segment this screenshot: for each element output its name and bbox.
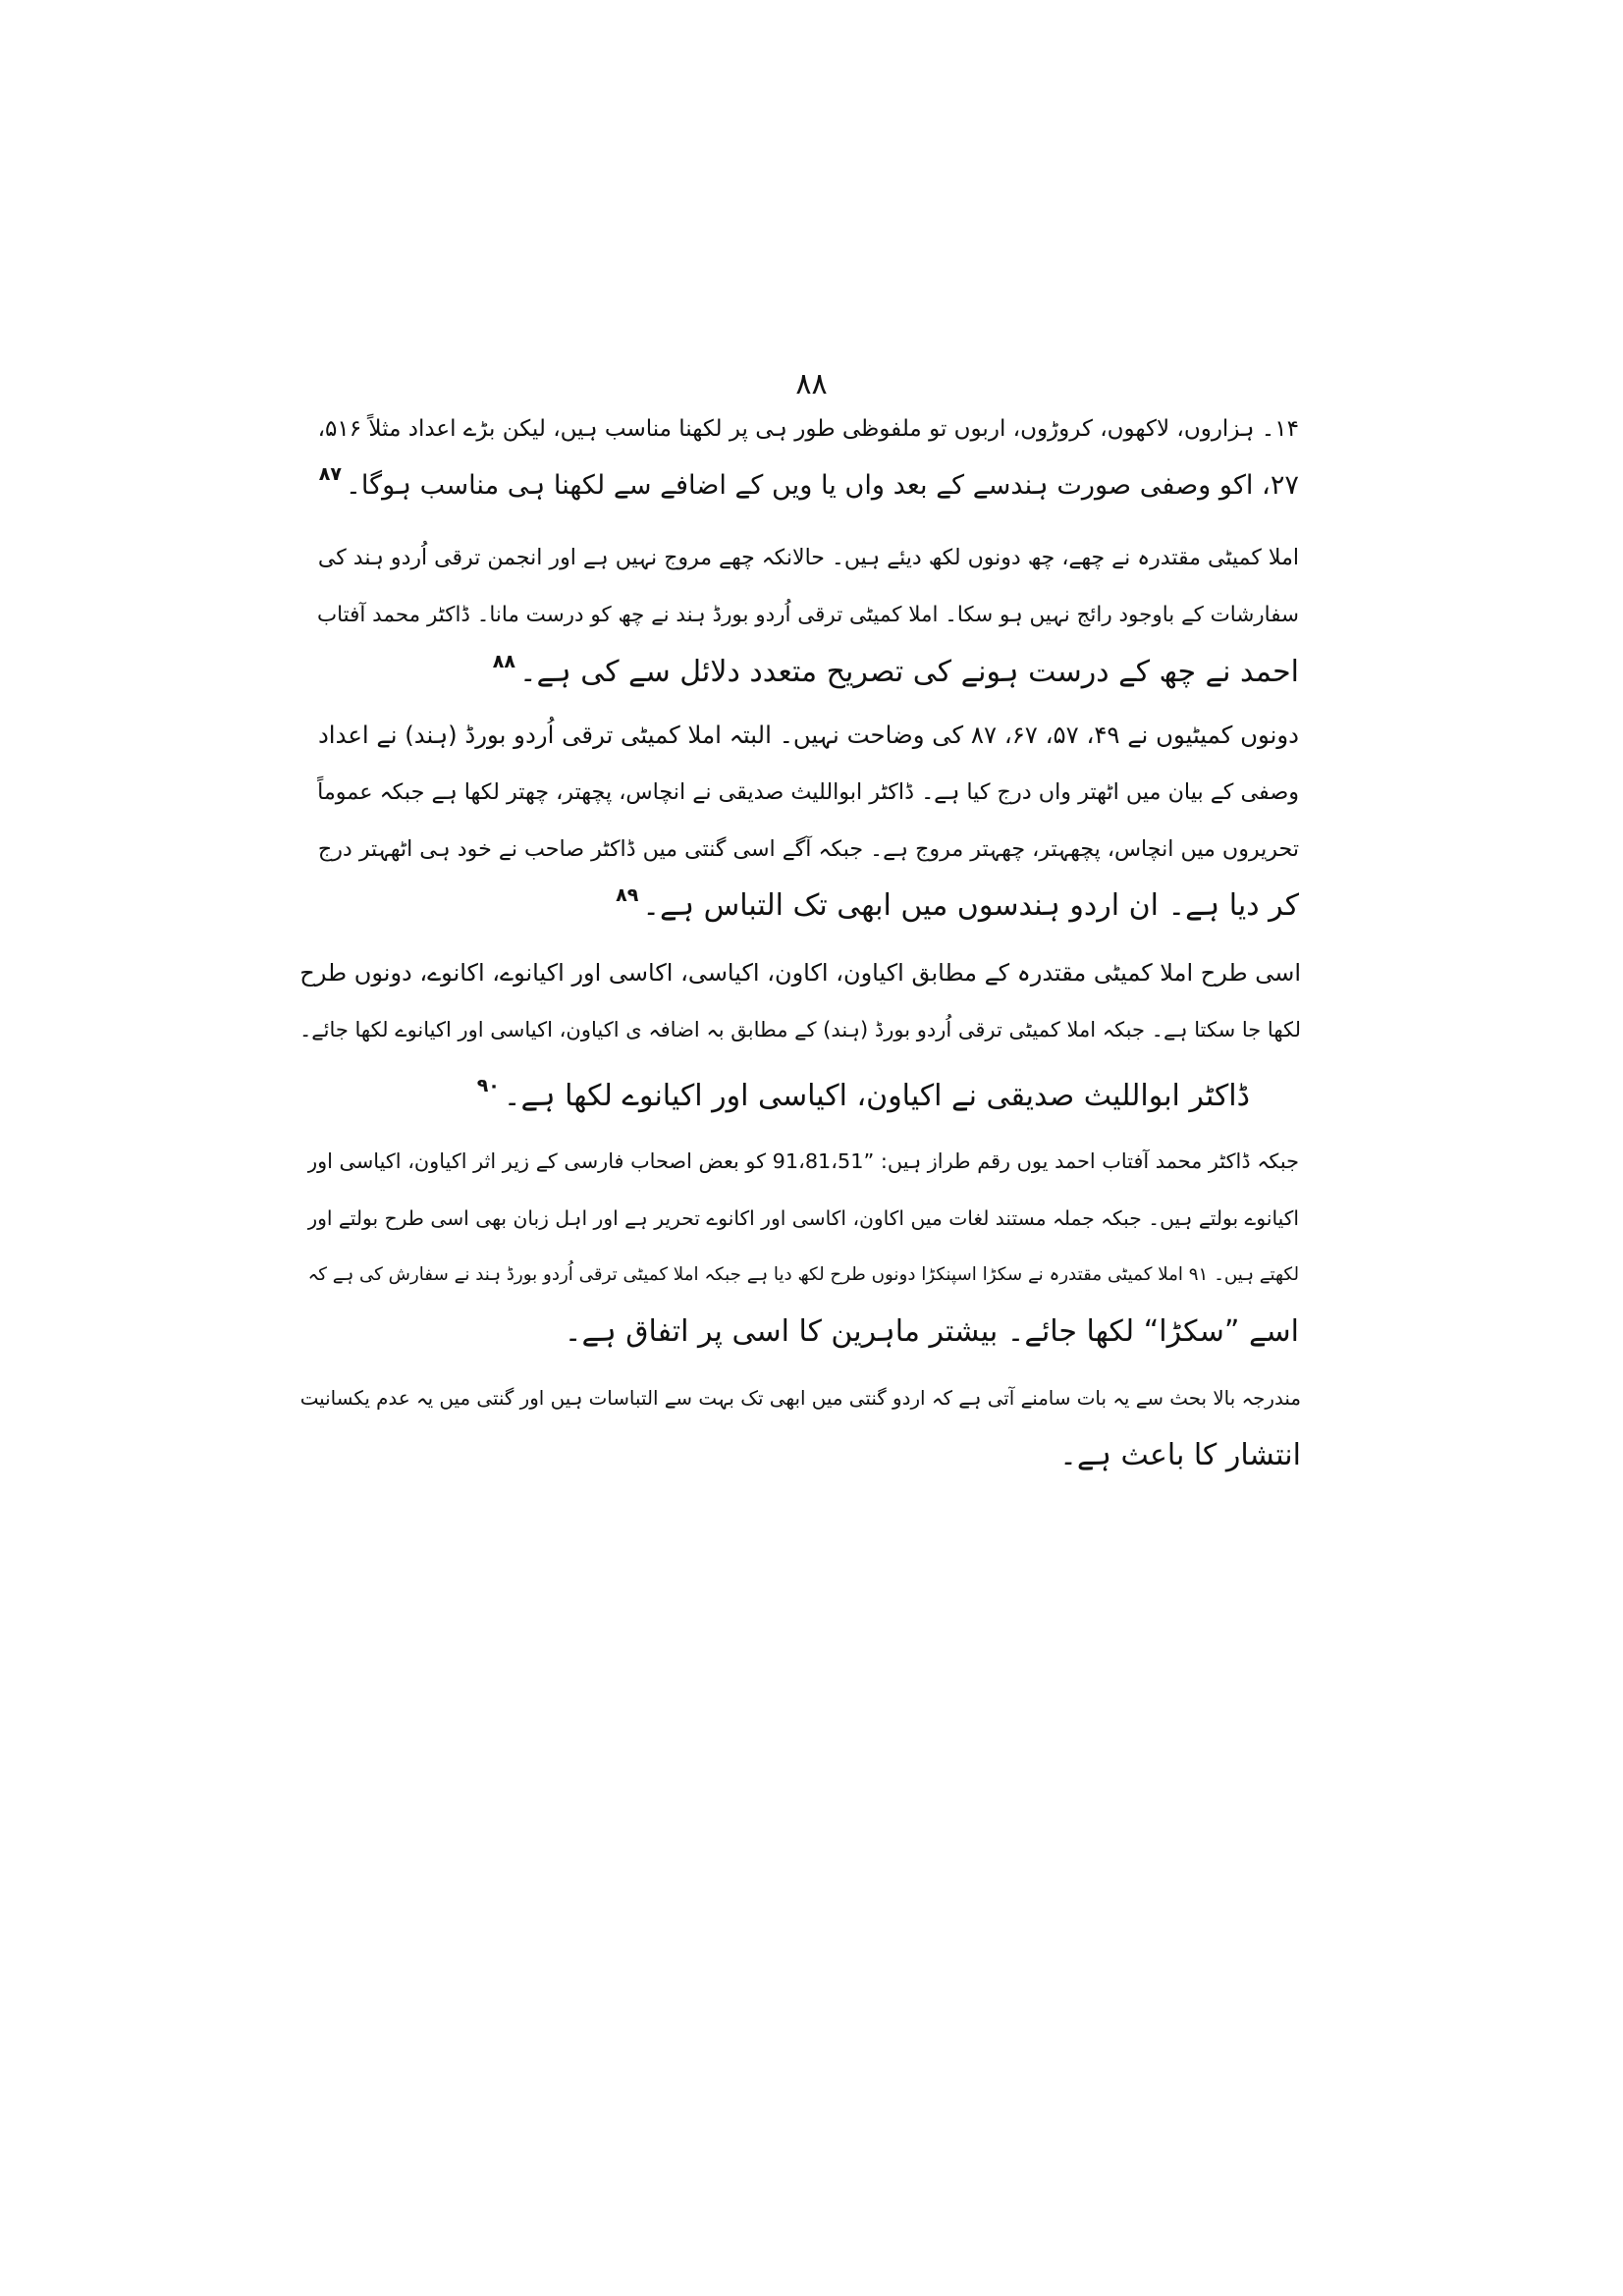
footnote-ref: ۹۰ [476, 1075, 500, 1096]
page-number: ۸۸ [795, 367, 828, 401]
paragraph-7 [299, 1370, 1301, 1484]
text-line: اسے ”سکڑا“ لکھا جائے۔ بیشتر ماہرین کا اسی پر اتفاق ہے۔ [564, 1314, 1299, 1349]
paragraph-1 [317, 400, 1299, 514]
text-line: املا کمیٹی مقتدرہ نے چھے، چھ دونوں لکھ دیئے ہیں۔ حالانکہ چھے مروج نہیں ہے اور انجمن ترقی اُردو ہند کی [317, 546, 1299, 570]
paragraph-4 [299, 944, 1301, 1058]
text-line: مندرجہ بالا بحث سے یہ بات سامنے آتی ہے کہ اردو گنتی میں ابھی تک بہت سے التباسات ہیں اور گنتی میں یہ عدم یکسانیت [299, 1387, 1301, 1410]
text-line: وصفی کے بیان میں اٹھتر واں درج کیا ہے۔ ڈاکٹر ابواللیث صدیقی نے انچاس، پچھتر، چھتر لکھا ہے جبکہ عموماً [317, 779, 1299, 805]
text-line: لکھا جا سکتا ہے۔ جبکہ املا کمیٹی ترقی اُردو بورڈ (ہند) کے مطابق بہ اضافہ ی اکیاون، اکیاسی اور اکیانوے لکھا جائے۔ [299, 1018, 1301, 1041]
footnote-ref: ۸۹ [616, 884, 639, 906]
text-line: دونوں کمیٹیوں نے ۴۹، ۵۷، ۶۷، ۸۷ کی وضاحت نہیں۔ البتہ املا کمیٹی ترقی اُردو بورڈ (ہند) نے اعداد [317, 721, 1299, 749]
text-line: لکھتے ہیں۔ ۹۱ املا کمیٹی مقتدرہ نے سکڑا اسپنکڑا دونوں طرح لکھ دیا ہے جبکہ املا کمیٹی ترقی اُردو بورڈ ہند نے سفارش کی ہے کہ [307, 1264, 1299, 1285]
text-line: جبکہ ڈاکٹر محمد آفتاب احمد یوں رقم طراز ہیں: ”91،81،51 کو بعض اصحاب فارسی کے زیر اثر اکیاون، اکیاسی اور [307, 1149, 1299, 1173]
text-line: ۱۴۔ ہزاروں، لاکھوں، کروڑوں، اربوں تو ملفوظی طور ہی پر لکھنا مناسب ہیں، لیکن بڑے اعداد مثلاً ۵۱۶، [317, 416, 1299, 442]
paragraph-3 [317, 707, 1299, 934]
text-line: انتشار کا باعث ہے۔ [1059, 1438, 1301, 1472]
text-line-content: ڈاکٹر ابواللیث صدیقی نے اکیاون، اکیاسی اور اکیانوے لکھا ہے۔ [503, 1079, 1250, 1113]
paragraph-5 [366, 1068, 1250, 1125]
text-line-content: کر دیا ہے۔ ان اردو ہندسوں میں ابھی تک التباس ہے۔ [642, 888, 1299, 923]
text-line [317, 644, 1299, 701]
text-line [366, 1068, 1250, 1125]
text-line: تحریروں میں انچاس، پچھہتر، چھہتر مروج ہے۔ جبکہ آگے اسی گنتی میں ڈاکٹر صاحب نے خود ہی اٹھہتر درج [317, 836, 1299, 862]
paragraph-2 [317, 530, 1299, 701]
footnote-ref: ۸۸ [492, 651, 515, 672]
text-line-content: احمد نے چھ کے درست ہونے کی تصریح متعدد دلائل سے کی ہے۔ [518, 655, 1299, 689]
text-line [317, 457, 1299, 514]
text-line: اکیانوے بولتے ہیں۔ جبکہ جملہ مستند لغات میں اکاون، اکاسی اور اکانوے تحریر ہے اور اہل زبان بھی اسی طرح بولتے اور [307, 1206, 1299, 1230]
text-line: سفارشات کے باوجود رائج نہیں ہو سکا۔ املا کمیٹی ترقی اُردو بورڈ ہند نے چھ کو درست مانا۔ ڈاکٹر محمد آفتاب [317, 603, 1299, 627]
text-line [317, 878, 1299, 934]
text-line-content: ۲۷، اکو وصفی صورت ہندسے کے بعد واں یا ویں کے اضافے سے لکھنا ہی مناسب ہوگا۔ [346, 470, 1299, 501]
text-line: اسی طرح املا کمیٹی مقتدرہ کے مطابق اکیاون، اکاون، اکیاسی، اکاسی اور اکیانوے، اکانوے، دونوں طرح [299, 959, 1301, 987]
footnote-ref: ۸۷ [318, 463, 342, 485]
paragraph-6 [307, 1133, 1299, 1361]
